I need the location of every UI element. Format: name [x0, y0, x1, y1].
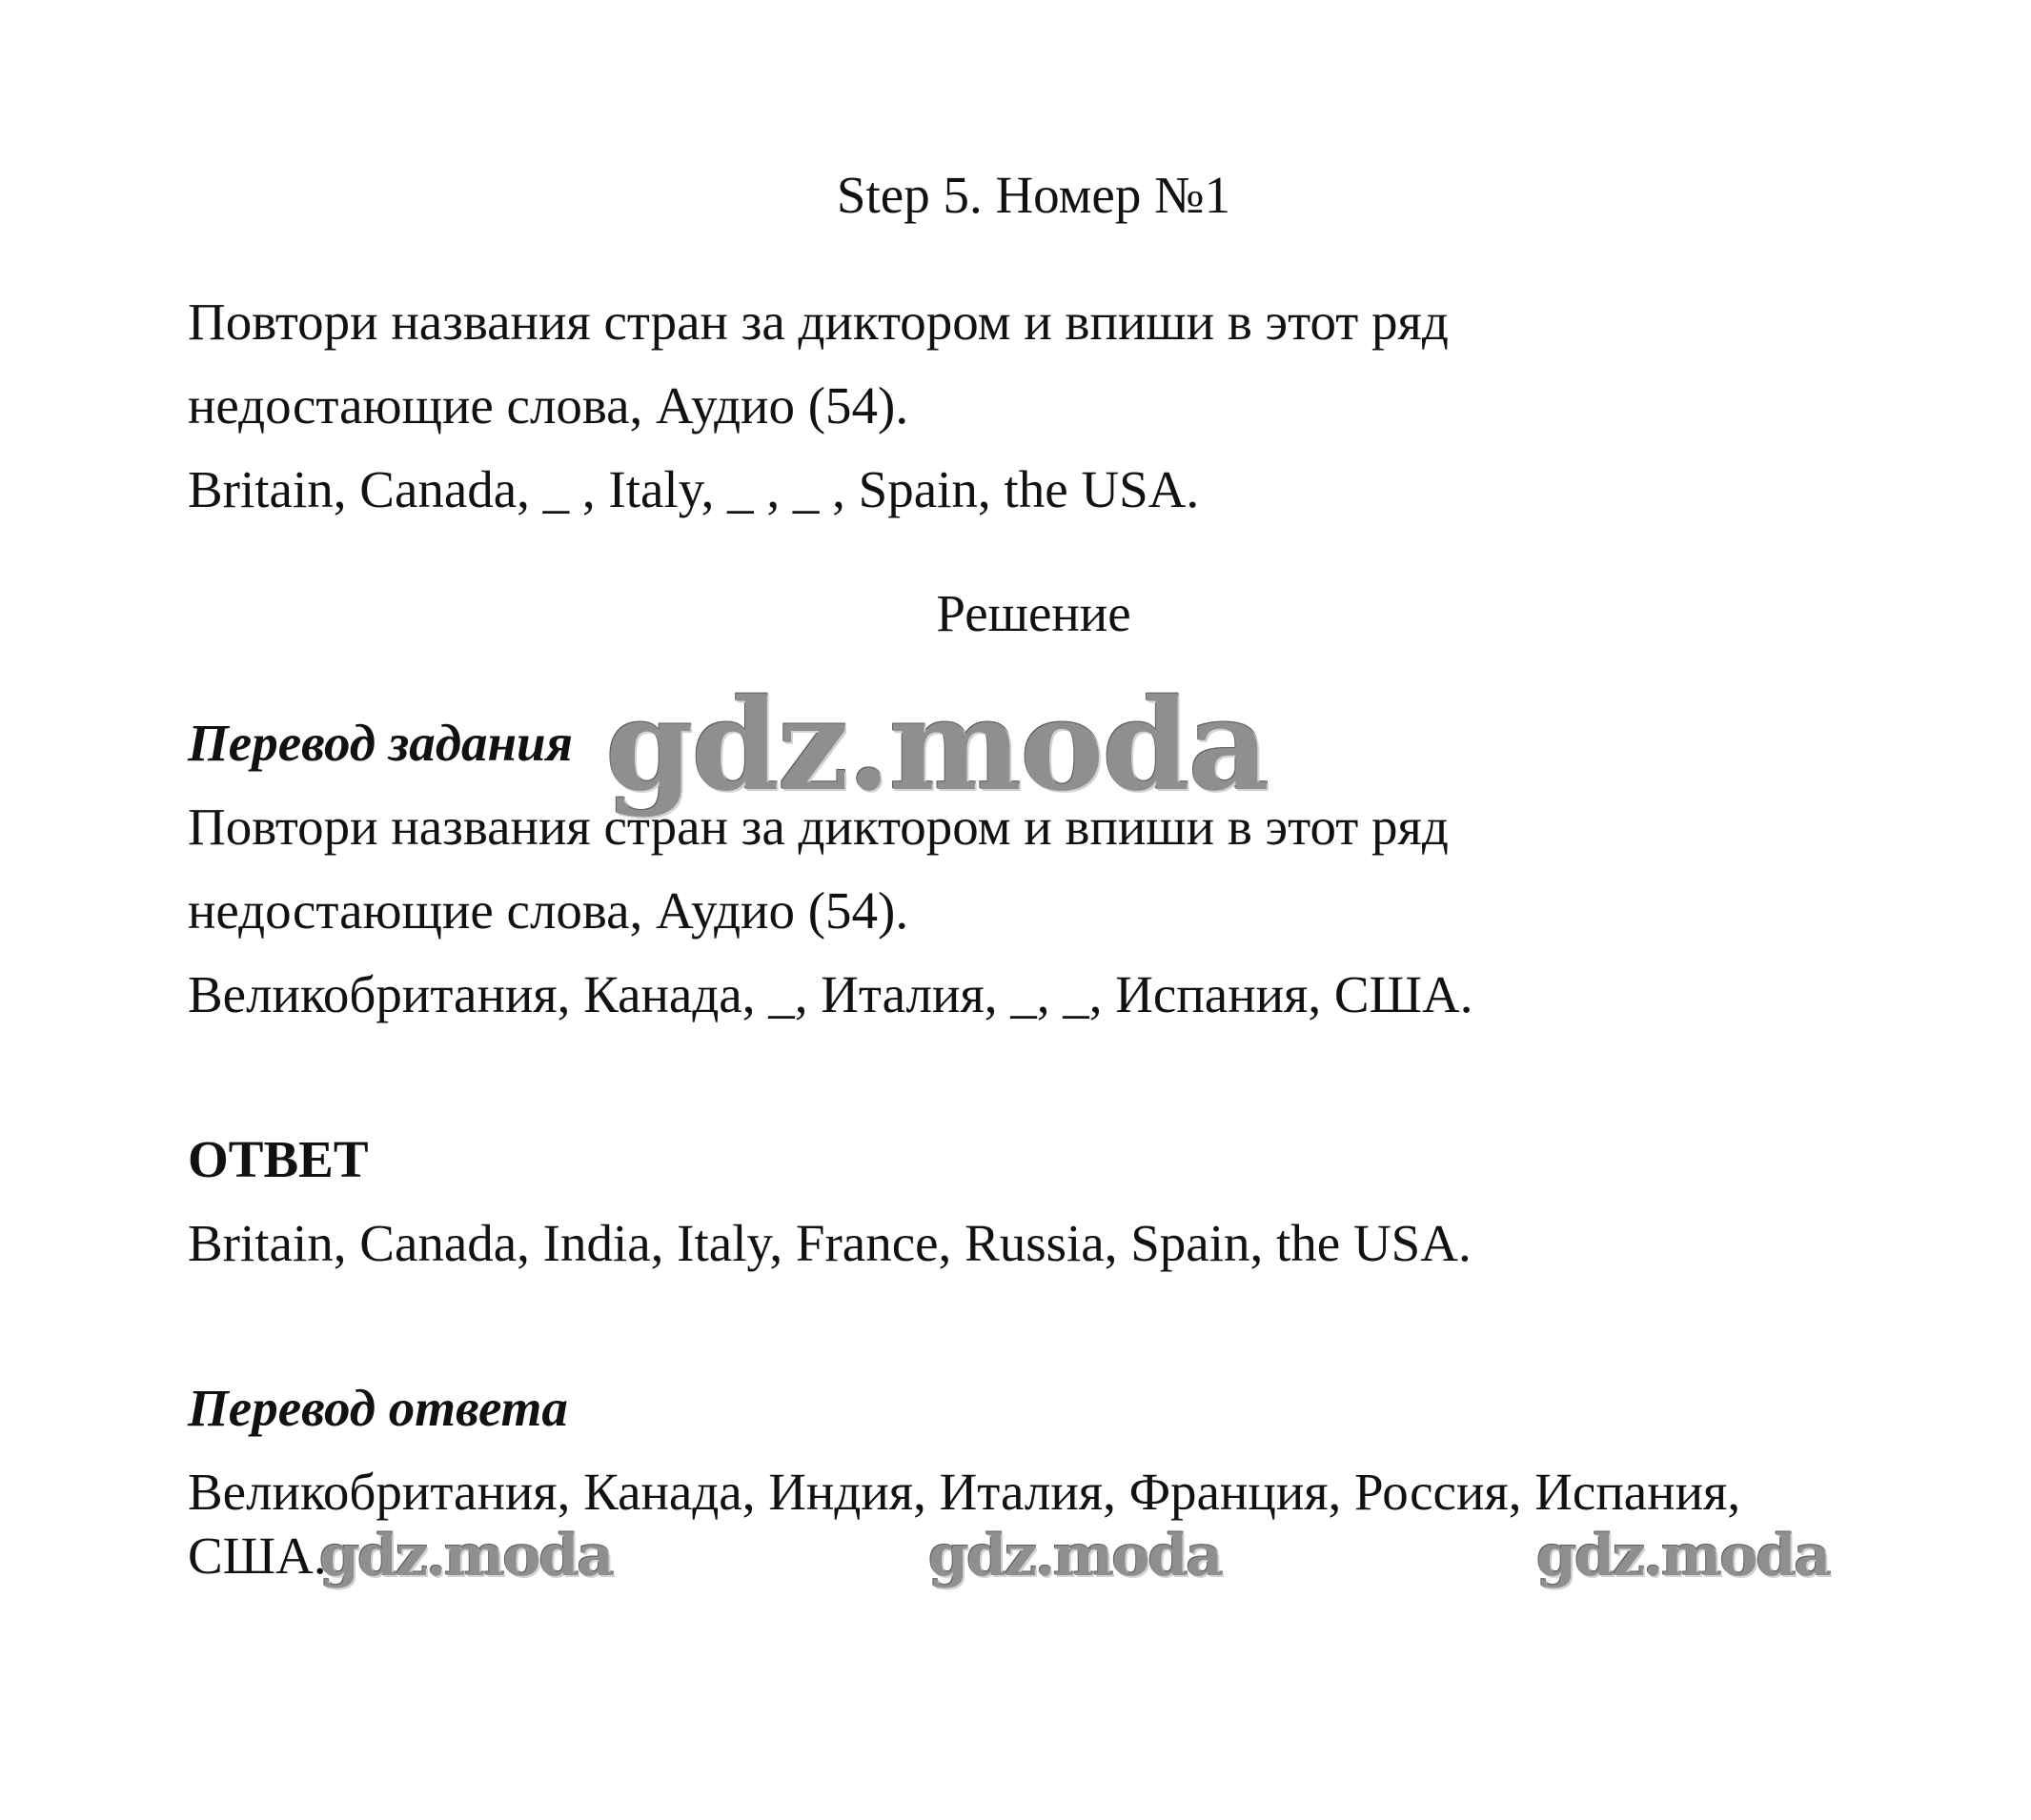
answer-translation-heading: Перевод ответа — [188, 1379, 568, 1437]
task-translation-line-1: Повтори названия стран за диктором и впиши в этот ряд — [188, 798, 1449, 856]
solution-heading: Решение — [936, 584, 1131, 642]
answer-translation-line-2: США. — [188, 1527, 327, 1585]
watermark-small-center: gdz.moda — [928, 1523, 1222, 1589]
task-line-3: Britain, Canada, _ , Italy, _ , _ , Spain, the USA. — [188, 460, 1200, 518]
task-line-2: недостающие слова, Аудио (54). — [188, 376, 909, 435]
watermark-small-right: gdz.moda — [1536, 1523, 1830, 1589]
task-line-1: Повтори названия стран за диктором и впиши в этот ряд — [188, 293, 1449, 351]
page-title: Step 5. Номер №1 — [836, 166, 1231, 224]
answer-line-1: Britain, Canada, India, Italy, France, Russia, Spain, the USA. — [188, 1214, 1472, 1272]
answer-translation-line-1: Великобритания, Канада, Индия, Италия, Франция, Россия, Испания, — [188, 1463, 1741, 1521]
task-translation-line-3: Великобритания, Канада, _, Италия, _, _, Испания, США. — [188, 965, 1473, 1023]
answer-heading: ОТВЕТ — [188, 1130, 369, 1188]
watermark-large: gdz.moda — [605, 672, 1269, 819]
task-translation-heading: Перевод задания — [188, 714, 573, 772]
task-translation-line-2: недостающие слова, Аудио (54). — [188, 881, 909, 940]
watermark-small-left: gdz.moda — [319, 1523, 613, 1589]
